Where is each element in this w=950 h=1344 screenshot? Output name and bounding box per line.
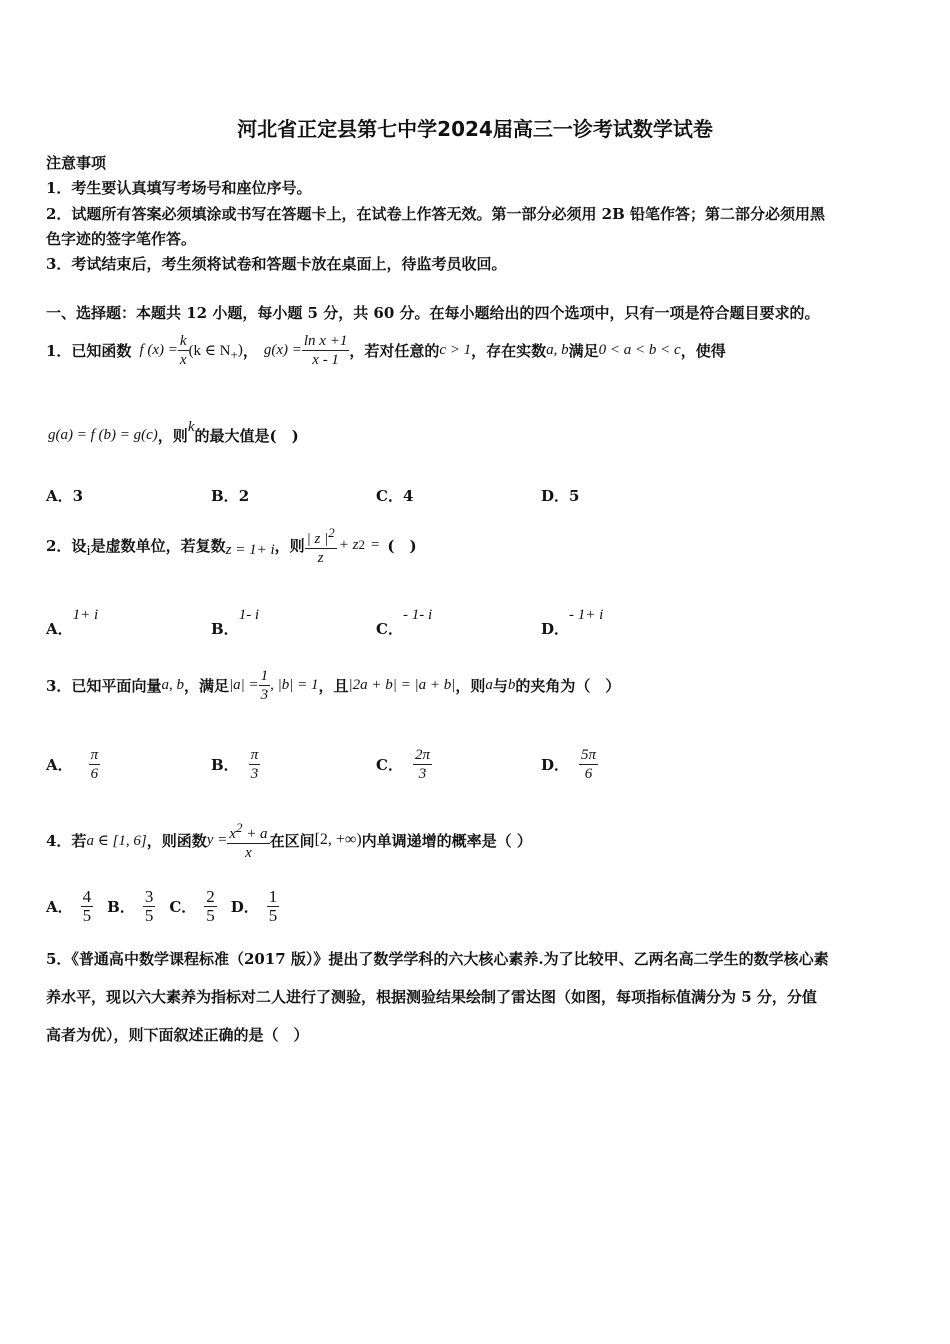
q3-option-c[interactable]: C． $\frac{2\pi}{3}$ (376, 747, 430, 782)
q1-option-a[interactable]: A．3 (46, 487, 84, 505)
q2-option-c[interactable]: C．- 1- i (376, 607, 433, 638)
q4-option-c[interactable]: C． $\frac{2}{5}$ (169, 887, 215, 925)
q1-f-lhs: f (x) = (139, 341, 178, 358)
q1-f-fraction: $\frac{k}{x}$ (179, 332, 187, 368)
q4-option-d[interactable]: D． $\frac{1}{5}$ (230, 887, 278, 925)
q5-line: 养水平，现以六大素养为指标对二人进行了测验，根据测验结果绘制了雷达图（如图，每项指标值满分为 5 分，分值 (46, 988, 817, 1006)
q1-number: 1．已知函数 (46, 341, 132, 360)
q3-option-d[interactable]: D． $\frac{5\pi}{6}$ (541, 747, 597, 782)
q4-options (46, 888, 279, 925)
notice-heading: 注意事项 (46, 154, 107, 172)
question-3: 3．已知平面向量 a, b ，满足 |a| = $\frac{1}{3}$ , |b| = 1 ，且 |2a + b| = |a + b| ，则 a 与 b 的夹角为（ ） (46, 667, 621, 703)
q1-option-d[interactable]: D．5 (541, 487, 580, 505)
q2-option-a[interactable]: A．1+ i (46, 607, 99, 638)
q3-option-b[interactable]: B． $\frac{\pi}{3}$ (211, 747, 259, 782)
q4-option-b[interactable]: B． $\frac{3}{5}$ (107, 887, 154, 925)
q1-g-lhs: g(x) = (263, 341, 302, 358)
q5-line: 5．《普通高中数学课程标准（2017 版）》提出了数学学科的六大核心素养.为了比较甲、乙两名高二学生的数学核心素 (46, 950, 829, 968)
q2-fraction: $\frac{| z |^2}{z}$ (306, 524, 335, 566)
q4-option-a[interactable]: A． $\frac{4}{5}$ (46, 887, 92, 925)
q3-fraction: $\frac{1}{3}$ (260, 667, 269, 703)
section-heading: 一、选择题：本题共 12 小题，每小题 5 分，共 60 分。在每小题给出的四个选项中，只有一项是符合题目要求的。 (46, 304, 820, 322)
question-1: 1．已知函数 f (x) = $\frac{k}{x}$ (k ∈ N + ) ， g(x) = $\frac{\text{ln x +1}}{x - 1}$ ，若对任意的 c > 1 ，存在实数 a, b 满足 0 < a < b < c ，使得 (46, 332, 726, 368)
q1-g-fraction: $\frac{\text{ln x +1}}{x - 1}$ (303, 332, 348, 368)
notice-item: 1．考生要认真填写考场号和座位序号。 (46, 179, 312, 197)
q3-option-a[interactable]: A． $\frac{\pi}{6}$ (46, 747, 99, 782)
q2-option-d[interactable]: D．- 1+ i (541, 607, 604, 638)
notice-item: 2．试题所有答案必须填涂或书写在答题卡上，在试卷上作答无效。第一部分必须用 2B 铅笔作答；第二部分必须用黑 (46, 205, 826, 223)
notice-item: 3．考试结束后，考生须将试卷和答题卡放在桌面上，待监考员收回。 (46, 255, 507, 273)
q1-line2: g(a) = f (b) = g(c) ，则 k 的最大值是( ) (48, 419, 299, 445)
q4-fraction: $\frac{x^2 + a}{x}$ (229, 819, 268, 861)
question-2: 2．设 i 是虚数单位，若复数 z = 1+ i ，则 $\frac{| z |^2}{z}$ + z 2 = ( ) (46, 524, 417, 566)
q2-option-b[interactable]: B．1- i (211, 607, 260, 638)
q1-f-cond: (k ∈ N (188, 342, 231, 359)
page-title: 河北省正定县第七中学2024届高三一诊考试数学试卷 (237, 117, 713, 141)
q5-line: 高者为优），则下面叙述正确的是（ ） (46, 1026, 309, 1044)
q1-option-b[interactable]: B．2 (211, 487, 250, 505)
q1-option-c[interactable]: C．4 (376, 487, 414, 505)
question-4: 4．若 a ∈ [1, 6] ，则函数 y = $\frac{x^2 + a}{x}$ 在区间 [2, +∞) 内单调递增的概率是（ ） (46, 819, 532, 861)
notice-item: 色字迹的签字笔作答。 (46, 230, 197, 248)
